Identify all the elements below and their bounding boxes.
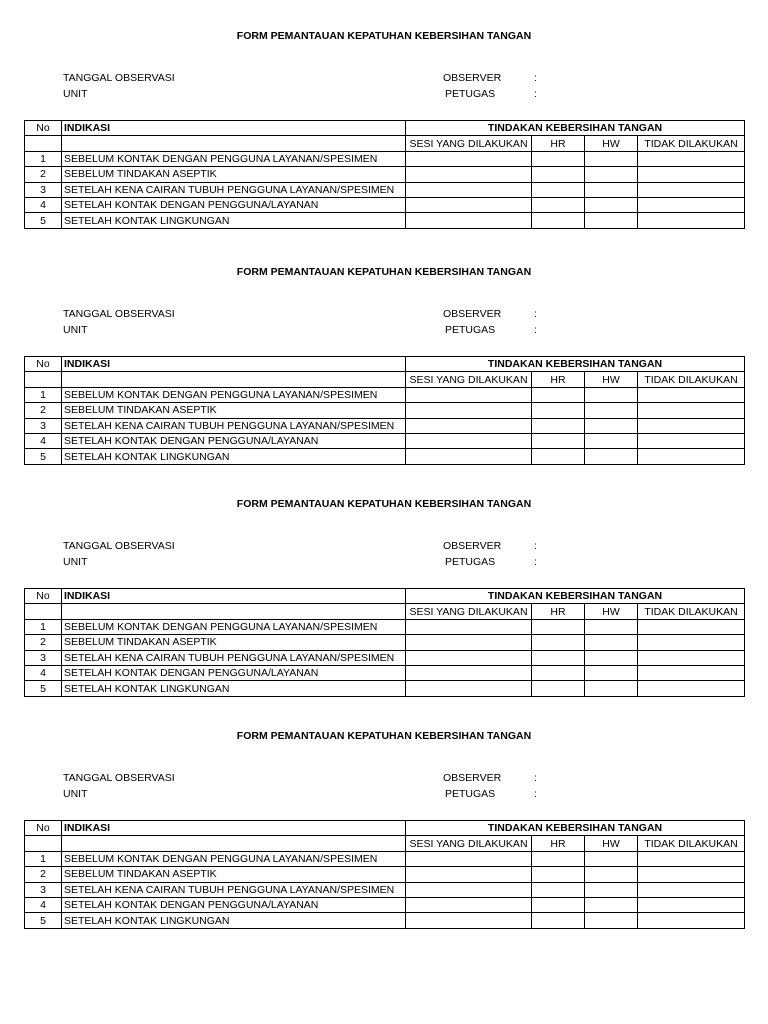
header-no: No: [25, 589, 62, 604]
observer-colon: :: [534, 308, 537, 320]
unit-label: UNIT: [63, 788, 88, 800]
subheader-empty-cell: [25, 372, 62, 387]
tidak-cell[interactable]: [638, 867, 745, 882]
tidak-cell[interactable]: [638, 213, 745, 228]
hr-cell[interactable]: [532, 851, 585, 866]
tidak-cell[interactable]: [638, 151, 745, 166]
tidak-cell[interactable]: [638, 851, 745, 866]
row-indikasi: SETELAH KONTAK DENGAN PENGGUNA/LAYANAN: [62, 197, 406, 212]
sesi-cell[interactable]: [406, 867, 532, 882]
hw-cell[interactable]: [585, 897, 638, 912]
header-indikasi: INDIKASI: [62, 357, 406, 372]
row-indikasi: SETELAH KONTAK LINGKUNGAN: [62, 681, 406, 696]
hw-cell[interactable]: [585, 867, 638, 882]
subheader-hw: HW: [585, 136, 638, 151]
subheader-empty-cell: [25, 604, 62, 619]
hw-cell[interactable]: [585, 213, 638, 228]
hw-cell[interactable]: [585, 418, 638, 433]
indication-table: [24, 588, 745, 697]
subheader-tidak: TIDAK DILAKUKAN: [638, 136, 745, 151]
subheader-tidak: TIDAK DILAKUKAN: [638, 604, 745, 619]
header-tindakan: TINDAKAN KEBERSIHAN TANGAN: [406, 589, 745, 604]
hw-cell[interactable]: [585, 882, 638, 897]
subheader-hr: HR: [532, 372, 585, 387]
subheader-row: [25, 604, 745, 619]
observer-colon: :: [534, 540, 537, 552]
tidak-cell[interactable]: [638, 635, 745, 650]
sesi-cell[interactable]: [406, 433, 532, 448]
table-body: [25, 357, 745, 465]
table-row: [25, 619, 745, 634]
table-row: [25, 433, 745, 448]
sesi-cell[interactable]: [406, 897, 532, 912]
header-indikasi: INDIKASI: [62, 121, 406, 136]
subheader-hw: HW: [585, 604, 638, 619]
hr-cell[interactable]: [532, 197, 585, 212]
form-title: FORM PEMANTAUAN KEPATUHAN KEBERSIHAN TANGAN: [236, 266, 532, 278]
row-no: 4: [25, 897, 62, 912]
subheader-hw: HW: [585, 372, 638, 387]
tanggal-observasi-label: TANGGAL OBSERVASI: [63, 308, 175, 320]
table-row: [25, 867, 745, 882]
hw-cell[interactable]: [585, 665, 638, 680]
sesi-cell[interactable]: [406, 167, 532, 182]
tidak-cell[interactable]: [638, 387, 745, 402]
table-body: [25, 121, 745, 229]
sesi-cell[interactable]: [406, 851, 532, 866]
table-row: [25, 681, 745, 696]
observer-label: OBSERVER: [443, 72, 502, 84]
row-indikasi: SETELAH KENA CAIRAN TUBUH PENGGUNA LAYANAN/SPESIMEN: [62, 418, 406, 433]
sesi-cell[interactable]: [406, 387, 532, 402]
row-no: 3: [25, 182, 62, 197]
subheader-hr: HR: [532, 836, 585, 851]
tidak-cell[interactable]: [638, 882, 745, 897]
hr-cell[interactable]: [532, 433, 585, 448]
hw-cell[interactable]: [585, 619, 638, 634]
row-indikasi: SETELAH KONTAK DENGAN PENGGUNA/LAYANAN: [62, 665, 406, 680]
hr-cell[interactable]: [532, 619, 585, 634]
subheader-row: [25, 136, 745, 151]
hand-hygiene-form: [0, 266, 768, 498]
hw-cell[interactable]: [585, 449, 638, 464]
row-no: 1: [25, 851, 62, 866]
sesi-cell[interactable]: [406, 418, 532, 433]
row-indikasi: SEBELUM KONTAK DENGAN PENGGUNA LAYANAN/SPESIMEN: [62, 851, 406, 866]
row-no: 5: [25, 449, 62, 464]
table-row: [25, 650, 745, 665]
unit-label: UNIT: [63, 324, 88, 336]
subheader-sesi: SESI YANG DILAKUKAN: [406, 836, 532, 851]
sesi-cell[interactable]: [406, 619, 532, 634]
header-indikasi: INDIKASI: [62, 589, 406, 604]
hr-cell[interactable]: [532, 151, 585, 166]
row-indikasi: SEBELUM KONTAK DENGAN PENGGUNA LAYANAN/SPESIMEN: [62, 151, 406, 166]
subheader-hr: HR: [532, 136, 585, 151]
hr-cell[interactable]: [532, 867, 585, 882]
header-row: [25, 589, 745, 604]
tidak-cell[interactable]: [638, 433, 745, 448]
hw-cell[interactable]: [585, 197, 638, 212]
hw-cell[interactable]: [585, 167, 638, 182]
sesi-cell[interactable]: [406, 913, 532, 928]
hr-cell[interactable]: [532, 681, 585, 696]
sesi-cell[interactable]: [406, 449, 532, 464]
table-row: [25, 635, 745, 650]
table-row: [25, 182, 745, 197]
table-row: [25, 851, 745, 866]
row-no: 2: [25, 867, 62, 882]
hr-cell[interactable]: [532, 403, 585, 418]
row-indikasi: SEBELUM KONTAK DENGAN PENGGUNA LAYANAN/SPESIMEN: [62, 619, 406, 634]
table-row: [25, 449, 745, 464]
row-no: 1: [25, 387, 62, 402]
sesi-cell[interactable]: [406, 635, 532, 650]
hw-cell[interactable]: [585, 650, 638, 665]
tidak-cell[interactable]: [638, 449, 745, 464]
petugas-label: PETUGAS: [445, 556, 496, 568]
hr-cell[interactable]: [532, 650, 585, 665]
row-no: 3: [25, 882, 62, 897]
row-no: 3: [25, 418, 62, 433]
hw-cell[interactable]: [585, 913, 638, 928]
subheader-hr: HR: [532, 604, 585, 619]
hr-cell[interactable]: [532, 167, 585, 182]
tidak-cell[interactable]: [638, 650, 745, 665]
row-indikasi: SETELAH KONTAK LINGKUNGAN: [62, 913, 406, 928]
row-no: 1: [25, 151, 62, 166]
tidak-cell[interactable]: [638, 665, 745, 680]
subheader-row: [25, 372, 745, 387]
subheader-empty-cell: [62, 836, 406, 851]
row-indikasi: SEBELUM TINDAKAN ASEPTIK: [62, 167, 406, 182]
row-indikasi: SEBELUM KONTAK DENGAN PENGGUNA LAYANAN/SPESIMEN: [62, 387, 406, 402]
hr-cell[interactable]: [532, 913, 585, 928]
row-no: 5: [25, 681, 62, 696]
subheader-sesi: SESI YANG DILAKUKAN: [406, 372, 532, 387]
table-row: [25, 213, 745, 228]
row-indikasi: SETELAH KENA CAIRAN TUBUH PENGGUNA LAYANAN/SPESIMEN: [62, 650, 406, 665]
row-no: 3: [25, 650, 62, 665]
hand-hygiene-form: [0, 30, 768, 262]
hand-hygiene-form: [0, 730, 768, 962]
row-no: 2: [25, 167, 62, 182]
sesi-cell[interactable]: [406, 151, 532, 166]
tidak-cell[interactable]: [638, 619, 745, 634]
tidak-cell[interactable]: [638, 197, 745, 212]
table-row: [25, 665, 745, 680]
unit-label: UNIT: [63, 556, 88, 568]
sesi-cell[interactable]: [406, 681, 532, 696]
subheader-empty-cell: [62, 372, 406, 387]
hr-cell[interactable]: [532, 213, 585, 228]
petugas-colon: :: [534, 556, 537, 568]
header-row: [25, 357, 745, 372]
header-tindakan: TINDAKAN KEBERSIHAN TANGAN: [406, 121, 745, 136]
hr-cell[interactable]: [532, 665, 585, 680]
sesi-cell[interactable]: [406, 665, 532, 680]
form-title: FORM PEMANTAUAN KEPATUHAN KEBERSIHAN TANGAN: [236, 30, 532, 42]
table-row: [25, 167, 745, 182]
tidak-cell[interactable]: [638, 418, 745, 433]
hw-cell[interactable]: [585, 387, 638, 402]
petugas-label: PETUGAS: [445, 324, 496, 336]
hw-cell[interactable]: [585, 681, 638, 696]
hw-cell[interactable]: [585, 433, 638, 448]
observer-label: OBSERVER: [443, 772, 502, 784]
table-row: [25, 387, 745, 402]
sesi-cell[interactable]: [406, 403, 532, 418]
sesi-cell[interactable]: [406, 182, 532, 197]
tidak-cell[interactable]: [638, 913, 745, 928]
subheader-tidak: TIDAK DILAKUKAN: [638, 836, 745, 851]
subheader-empty-cell: [25, 136, 62, 151]
row-no: 4: [25, 197, 62, 212]
hr-cell[interactable]: [532, 418, 585, 433]
observer-label: OBSERVER: [443, 540, 502, 552]
row-indikasi: SETELAH KONTAK DENGAN PENGGUNA/LAYANAN: [62, 433, 406, 448]
row-no: 4: [25, 665, 62, 680]
subheader-empty-cell: [25, 836, 62, 851]
petugas-colon: :: [534, 324, 537, 336]
tidak-cell[interactable]: [638, 403, 745, 418]
subheader-hw: HW: [585, 836, 638, 851]
header-no: No: [25, 357, 62, 372]
header-tindakan: TINDAKAN KEBERSIHAN TANGAN: [406, 357, 745, 372]
table-row: [25, 197, 745, 212]
tidak-cell[interactable]: [638, 167, 745, 182]
table-row: [25, 897, 745, 912]
hw-cell[interactable]: [585, 403, 638, 418]
row-indikasi: SEBELUM TINDAKAN ASEPTIK: [62, 635, 406, 650]
hw-cell[interactable]: [585, 151, 638, 166]
petugas-label: PETUGAS: [445, 788, 496, 800]
header-indikasi: INDIKASI: [62, 821, 406, 836]
sesi-cell[interactable]: [406, 882, 532, 897]
indication-table: [24, 356, 745, 465]
hr-cell[interactable]: [532, 449, 585, 464]
hr-cell[interactable]: [532, 635, 585, 650]
tidak-cell[interactable]: [638, 681, 745, 696]
indication-table: [24, 820, 745, 929]
row-indikasi: SETELAH KONTAK DENGAN PENGGUNA/LAYANAN: [62, 897, 406, 912]
tanggal-observasi-label: TANGGAL OBSERVASI: [63, 72, 175, 84]
table-row: [25, 418, 745, 433]
indication-table: [24, 120, 745, 229]
table-body: [25, 821, 745, 929]
subheader-sesi: SESI YANG DILAKUKAN: [406, 136, 532, 151]
row-no: 2: [25, 635, 62, 650]
row-indikasi: SETELAH KENA CAIRAN TUBUH PENGGUNA LAYANAN/SPESIMEN: [62, 882, 406, 897]
hw-cell[interactable]: [585, 182, 638, 197]
row-no: 1: [25, 619, 62, 634]
hr-cell[interactable]: [532, 387, 585, 402]
petugas-colon: :: [534, 88, 537, 100]
header-no: No: [25, 821, 62, 836]
hw-cell[interactable]: [585, 635, 638, 650]
header-no: No: [25, 121, 62, 136]
observer-colon: :: [534, 772, 537, 784]
row-no: 2: [25, 403, 62, 418]
hw-cell[interactable]: [585, 851, 638, 866]
subheader-sesi: SESI YANG DILAKUKAN: [406, 604, 532, 619]
tanggal-observasi-label: TANGGAL OBSERVASI: [63, 540, 175, 552]
hr-cell[interactable]: [532, 897, 585, 912]
sesi-cell[interactable]: [406, 650, 532, 665]
tanggal-observasi-label: TANGGAL OBSERVASI: [63, 772, 175, 784]
row-no: 4: [25, 433, 62, 448]
row-indikasi: SETELAH KONTAK LINGKUNGAN: [62, 213, 406, 228]
header-row: [25, 821, 745, 836]
row-indikasi: SEBELUM TINDAKAN ASEPTIK: [62, 403, 406, 418]
header-row: [25, 121, 745, 136]
subheader-empty-cell: [62, 136, 406, 151]
observer-label: OBSERVER: [443, 308, 502, 320]
petugas-colon: :: [534, 788, 537, 800]
hand-hygiene-form: [0, 498, 768, 730]
subheader-empty-cell: [62, 604, 406, 619]
tidak-cell[interactable]: [638, 897, 745, 912]
table-body: [25, 589, 745, 697]
row-no: 5: [25, 913, 62, 928]
sesi-cell[interactable]: [406, 197, 532, 212]
hr-cell[interactable]: [532, 882, 585, 897]
table-row: [25, 882, 745, 897]
table-row: [25, 403, 745, 418]
table-row: [25, 151, 745, 166]
row-indikasi: SETELAH KONTAK LINGKUNGAN: [62, 449, 406, 464]
row-no: 5: [25, 213, 62, 228]
petugas-label: PETUGAS: [445, 88, 496, 100]
form-title: FORM PEMANTAUAN KEPATUHAN KEBERSIHAN TANGAN: [236, 730, 532, 742]
table-row: [25, 913, 745, 928]
subheader-tidak: TIDAK DILAKUKAN: [638, 372, 745, 387]
row-indikasi: SEBELUM TINDAKAN ASEPTIK: [62, 867, 406, 882]
unit-label: UNIT: [63, 88, 88, 100]
form-title: FORM PEMANTAUAN KEPATUHAN KEBERSIHAN TANGAN: [236, 498, 532, 510]
tidak-cell[interactable]: [638, 182, 745, 197]
subheader-row: [25, 836, 745, 851]
observer-colon: :: [534, 72, 537, 84]
sesi-cell[interactable]: [406, 213, 532, 228]
header-tindakan: TINDAKAN KEBERSIHAN TANGAN: [406, 821, 745, 836]
hr-cell[interactable]: [532, 182, 585, 197]
row-indikasi: SETELAH KENA CAIRAN TUBUH PENGGUNA LAYANAN/SPESIMEN: [62, 182, 406, 197]
